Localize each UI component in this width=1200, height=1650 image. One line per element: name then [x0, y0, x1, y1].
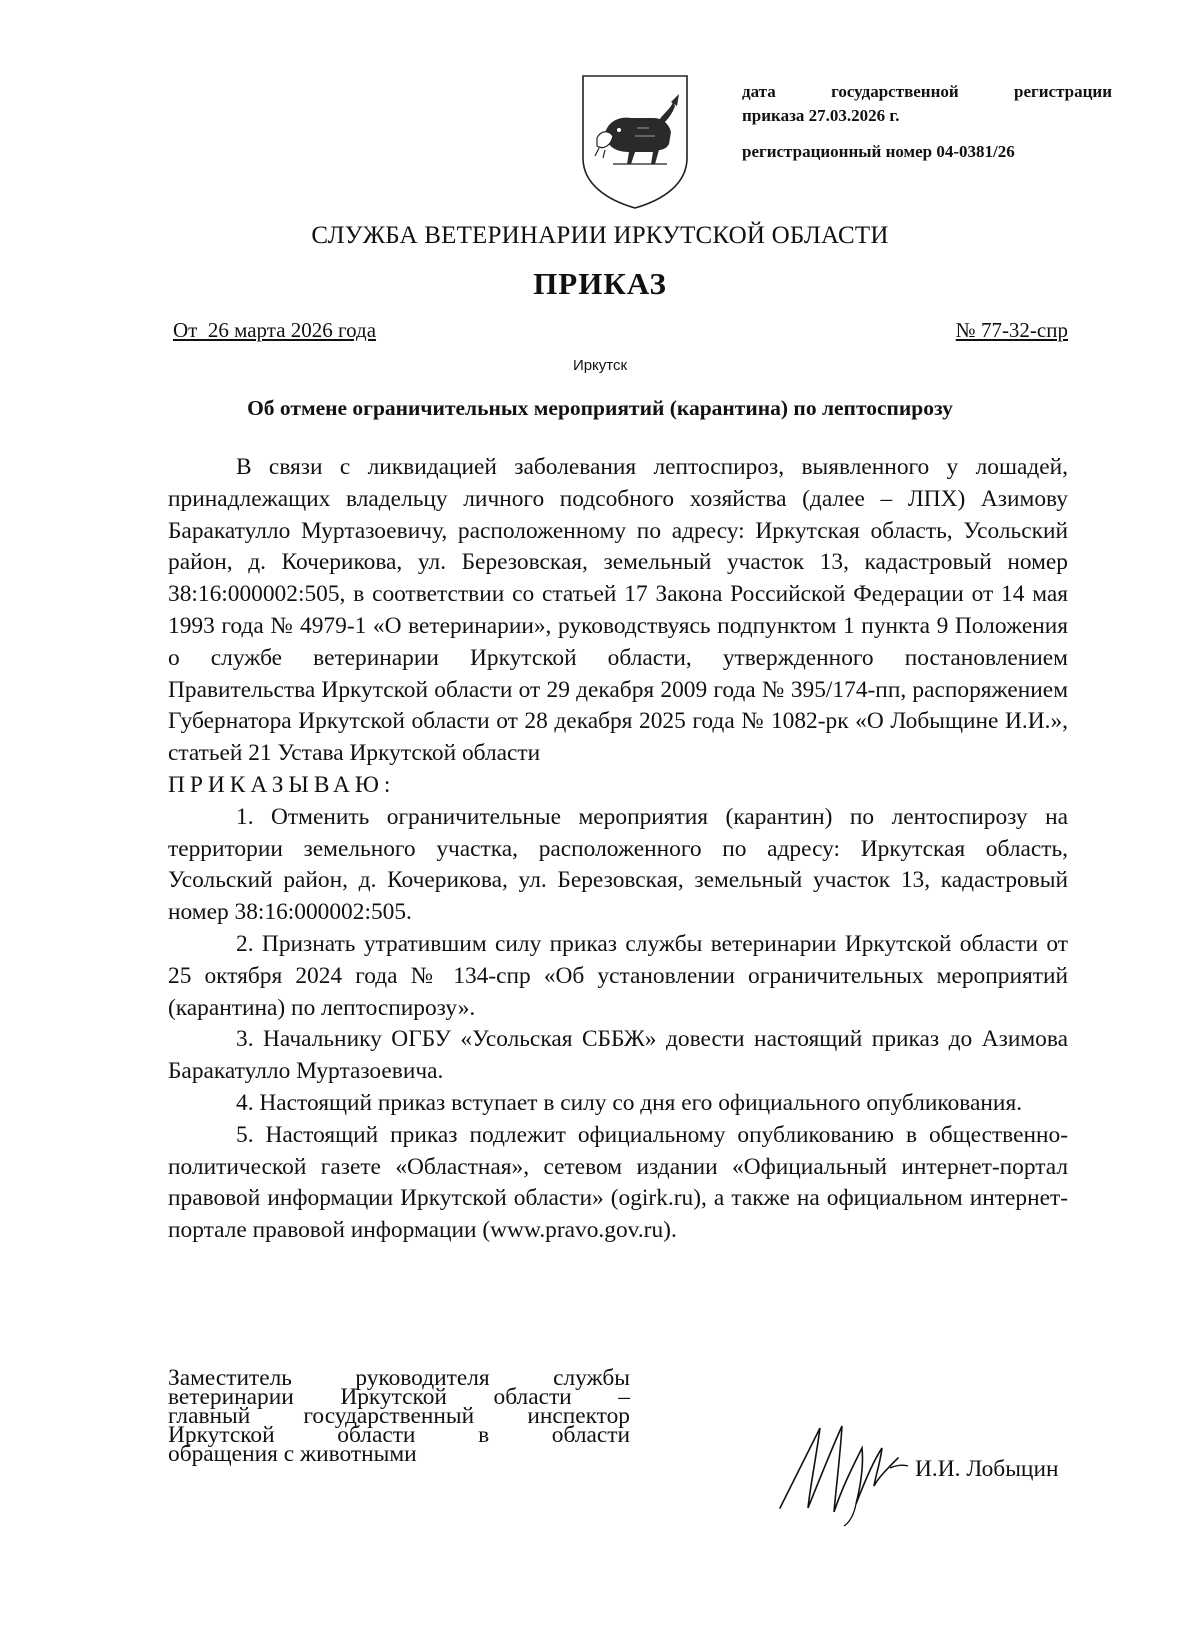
irkutsk-coat-of-arms-icon	[575, 72, 695, 212]
order-item: 5. Настоящий приказ подлежит официальному опубликованию в общественно-политической газете «Областная», сетевом издании «Официальный интернет-портал правовой информации Иркутской области» (ogirk.ru), а также на официальном интернет-портале правовой информации (www.pravo.gov.ru).	[168, 1121, 1068, 1244]
signer-position-line: Заместитель руководителя службы	[168, 1365, 630, 1391]
order-body	[168, 452, 1068, 1247]
signer-position	[168, 1365, 630, 1467]
order-item: 2. Признать утратившим силу приказ службы ветеринарии Иркутской области от 25 октября 2024 года № 134-спр «Об установлении ограничительных мероприятий (карантина) по лептоспирозу».	[168, 930, 1068, 1021]
registration-line: приказа 27.03.2026 г.	[742, 106, 900, 125]
signer-name: И.И. Лобыцин	[915, 1456, 1059, 1482]
order-date: От 26 марта 2026 года	[173, 318, 377, 342]
registration-number: регистрационный номер 04-0381/26	[742, 142, 1015, 161]
order-item: 1. Отменить ограничительные мероприятия (карантин) по лентоспирозу на территории земельного участка, расположенного по адресу: Иркутская область, Усольский район, д. Кочерикова, ул. Березовская, земельный участок 13, кадастровый номер 38:16:000002:505.	[168, 803, 1068, 926]
preamble-paragraph: В связи с ликвидацией заболевания лептоспироз, выявленного у лошадей, принадлежащих владельцу личного подсобного хозяйства (далее – ЛПХ) Азимову Баракатулло Муртазоевичу, расположенному по адресу: Иркутская область, Усольский район, д. Кочерикова, ул. Березовская, земельный участок 13, кадастровый номер 38:16:000002:505, в соответствии со статьей 17 Закона Российской Федерации от 14 мая 1993 года № 4979-1 «О ветеринарии», руководствуясь подпунктом 1 пункта 9 Положения о службе ветеринарии Иркутской области, утвержденного постановлением Правительства Иркутской области от 29 декабря 2009 года № 395/174-пп, распоряжением Губернатора Иркутской области от 28 декабря 2025 года № 1082-рк «О Лобыщине И.И.», статьей 21 Устава Иркутской области	[168, 454, 1068, 767]
registration-block	[742, 80, 1112, 164]
signer-position-line: Иркутской области в области	[168, 1422, 630, 1448]
signer-position-line: ветеринарии Иркутской области –	[168, 1384, 630, 1410]
order-item: 4. Настоящий приказ вступает в силу со дня его официального опубликования.	[236, 1089, 1023, 1116]
order-subject: Об отмене ограничительных мероприятий (карантина) по лептоспирозу	[247, 396, 953, 420]
order-item: 3. Начальнику ОГБУ «Усольская СББЖ» довести настоящий приказ до Азимова Баракатулло Муртазоевича.	[168, 1026, 1068, 1085]
signer-position-line: обращения с животными	[168, 1441, 417, 1467]
signer-position-line: главный государственный инспектор	[168, 1403, 630, 1429]
registration-line: дата государственной регистрации	[742, 82, 1112, 101]
organization-name: СЛУЖБА ВЕТЕРИНАРИИ ИРКУТСКОЙ ОБЛАСТИ	[311, 222, 889, 249]
order-word: ПРИКАЗЫВАЮ:	[168, 771, 396, 798]
order-number: № 77-32-спр	[955, 318, 1068, 342]
document-type-title: ПРИКАЗ	[533, 266, 667, 301]
city-name: Иркутск	[572, 357, 628, 374]
